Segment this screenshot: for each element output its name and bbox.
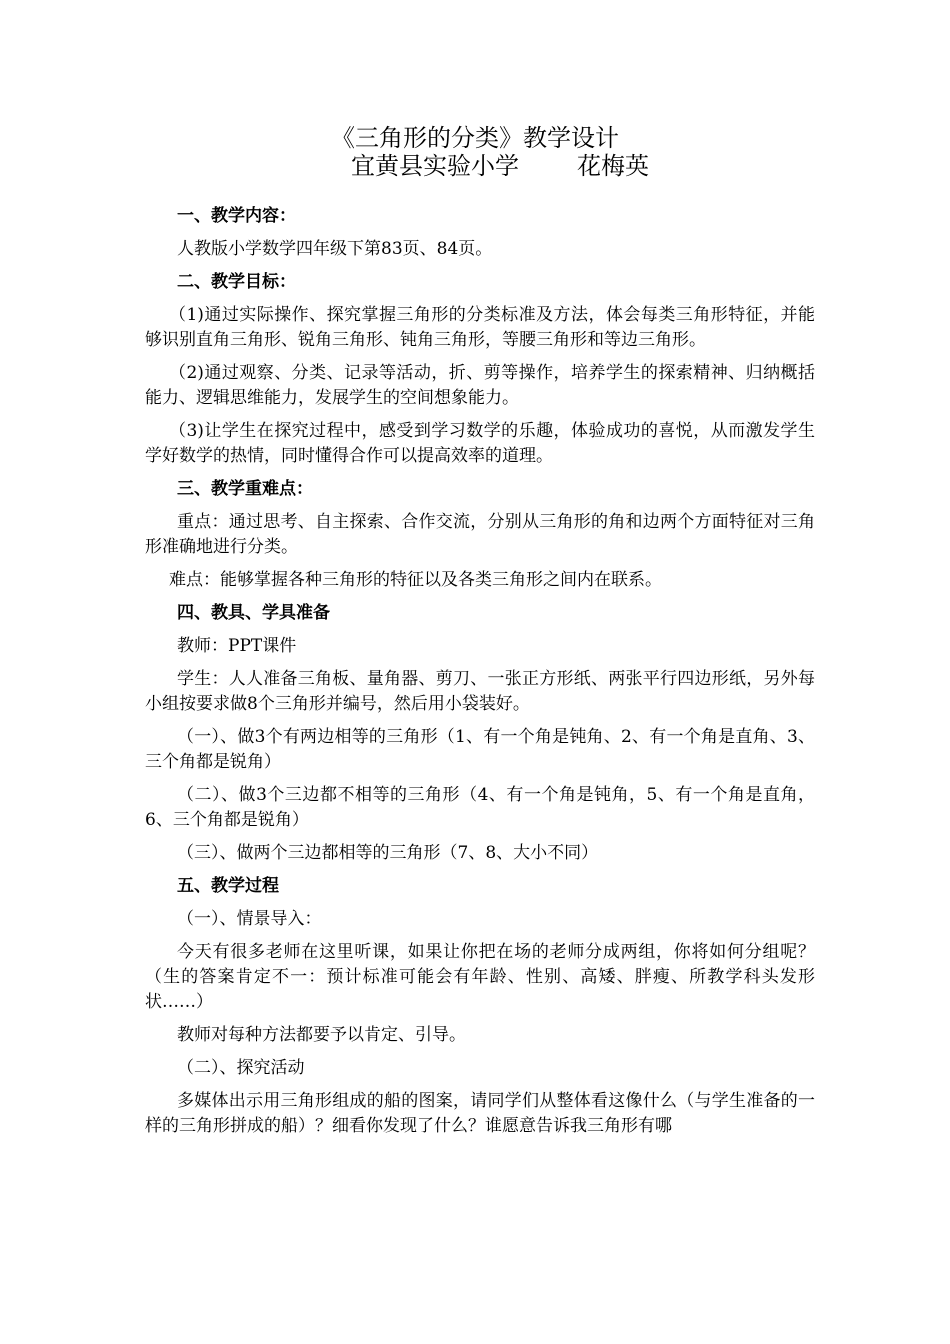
author-name: 花梅英 (577, 152, 649, 180)
paragraph: 学生：人人准备三角板、量角器、剪刀、一张正方形纸、两张平行四边形纸，另外每小组按要求做8个三角形并编号，然后用小袋装好。 (145, 669, 815, 714)
paragraph: （2)通过观察、分类、记录等活动，折、剪等操作，培养学生的探索精神、归纳概括能力、逻辑思维能力，发展学生的空间想象能力。 (145, 363, 815, 408)
paragraph: 难点：能够掌握各种三角形的特征以及各类三角形之间内在联系。 (169, 570, 662, 590)
document-title: 《三角形的分类》教学设计 (331, 124, 619, 152)
section-heading-goals: 二、教学目标： (177, 272, 296, 292)
paragraph: 教师对每种方法都要予以肯定、引导。 (177, 1025, 466, 1045)
title-block (0, 124, 950, 180)
paragraph: 多媒体出示用三角形组成的船的图案，请同学们从整体看这像什么（与学生准备的一样的三角形拼成的船）？细看你发现了什么？谁愿意告诉我三角形有哪 (145, 1091, 815, 1136)
paragraph: 教师：PPT课件 (177, 636, 297, 656)
author-line (50, 152, 950, 180)
paragraph: 重点：通过思考、自主探索、合作交流，分别从三角形的角和边两个方面特征对三角形准确地进行分类。 (145, 512, 815, 557)
document-body (145, 204, 815, 1147)
paragraph: （一）、情景导入： (177, 909, 322, 929)
section-heading-materials: 四、教具、学具准备 (177, 603, 330, 623)
paragraph: 人教版小学数学四年级下第83页、84页。 (177, 239, 493, 259)
school-name: 宜黄县实验小学 (351, 152, 519, 180)
paragraph: 今天有很多老师在这里听课，如果让你把在场的老师分成两组，你将如何分组呢？（生的答案肯定不一：预计标准可能会有年龄、性别、高矮、胖瘦、所教学科头发形状……） (145, 942, 815, 1012)
paragraph: （三）、做两个三边都相等的三角形（7、8、大小不同） (177, 843, 599, 863)
paragraph: （3)让学生在探究过程中，感受到学习数学的乐趣，体验成功的喜悦，从而激发学生学好数学的热情，同时懂得合作可以提高效率的道理。 (145, 421, 815, 466)
paragraph: （一）、做3个有两边相等的三角形（1、有一个角是钝角、2、有一个角是直角、3、三个角都是锐角） (145, 727, 815, 772)
paragraph: （1)通过实际操作、探究掌握三角形的分类标准及方法，体会每类三角形特征，并能够识别直角三角形、锐角三角形、钝角三角形，等腰三角形和等边三角形。 (145, 305, 815, 350)
section-heading-process: 五、教学过程 (177, 876, 279, 896)
section-heading-key-points: 三、教学重难点： (177, 479, 313, 499)
paragraph: （二）、探究活动 (177, 1058, 305, 1078)
section-heading-content: 一、教学内容： (177, 206, 296, 226)
paragraph: （二）、做3个三边都不相等的三角形（4、有一个角是钝角，5、有一个角是直角，6、三个角都是锐角） (145, 785, 815, 830)
